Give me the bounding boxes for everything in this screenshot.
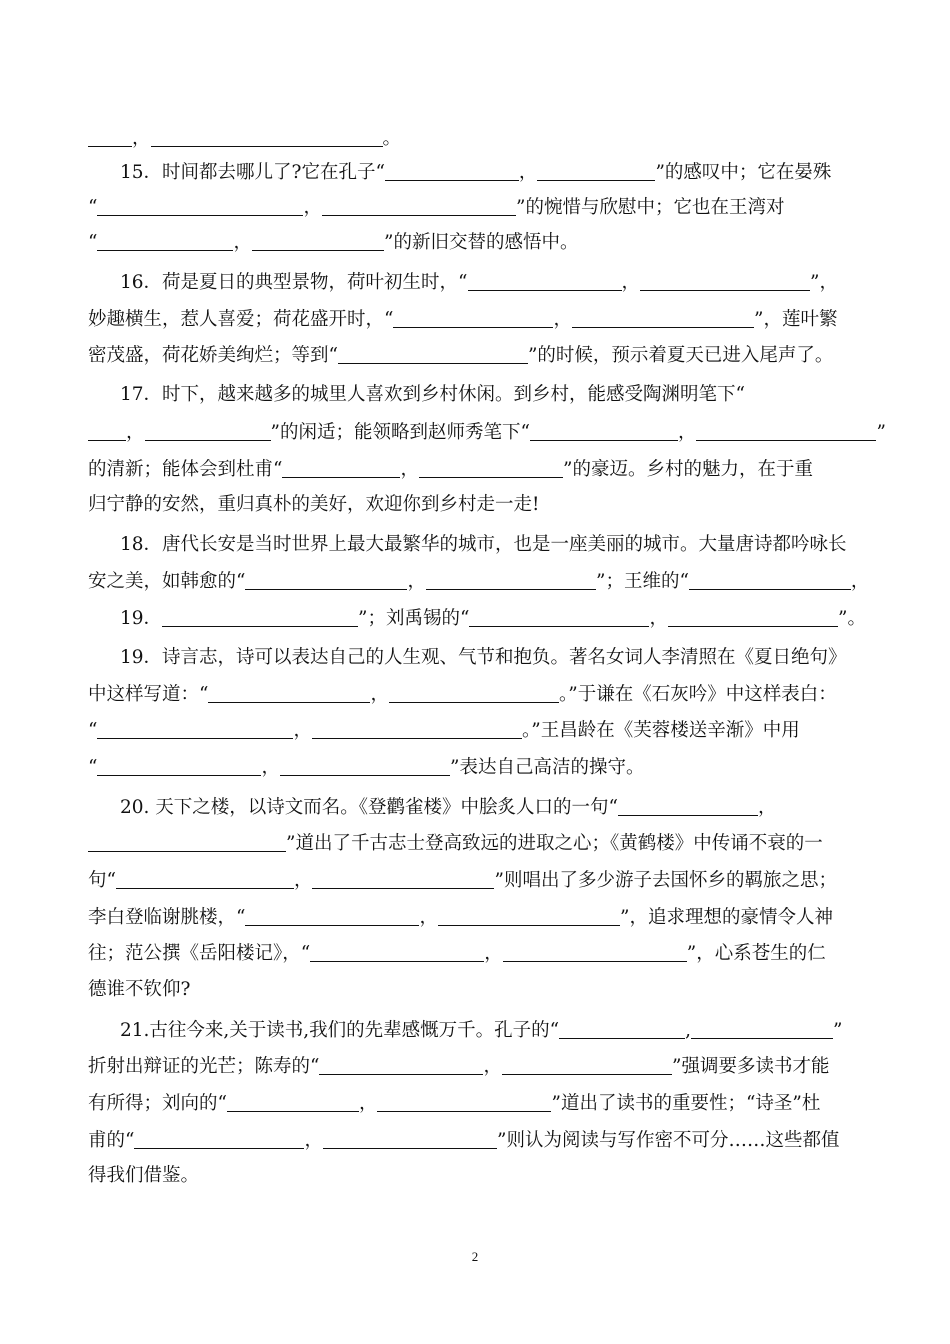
line-text: ”道出了读书的重要性；“诗圣”杜 — [551, 1093, 821, 1114]
answer-blank[interactable] — [696, 420, 876, 441]
line-text: “ — [88, 757, 98, 778]
line-text: 的清新；能体会到杜甫“ — [88, 459, 283, 480]
line-text: 中这样写道：“ — [88, 684, 209, 705]
text-line — [120, 270, 838, 295]
text-line — [88, 868, 837, 893]
line-text: 得我们借鉴。 — [88, 1165, 200, 1186]
text-line — [120, 606, 866, 631]
text-line — [120, 383, 745, 407]
line-text: ”道出了千古志士登高致远的进取之心；《黄鹤楼》中传诵不衰的一 — [286, 833, 823, 854]
answer-blank[interactable] — [618, 795, 758, 816]
line-text: 德谁不钦仰? — [88, 979, 191, 1000]
line-text: ， — [132, 128, 151, 149]
line-text: ”的感叹中；它在晏殊 — [655, 162, 832, 183]
line-text: ， — [407, 571, 426, 592]
line-text: ， — [293, 720, 312, 741]
answer-blank[interactable] — [668, 606, 838, 627]
answer-blank[interactable] — [469, 606, 649, 627]
answer-blank[interactable] — [280, 755, 450, 776]
answer-blank[interactable] — [97, 755, 261, 776]
answer-blank[interactable] — [88, 831, 286, 852]
text-line — [88, 307, 837, 332]
answer-blank[interactable] — [389, 682, 559, 703]
line-text: ， — [850, 571, 870, 592]
line-text: , — [685, 1020, 692, 1041]
text-line — [88, 682, 837, 707]
text-line — [88, 569, 869, 594]
line-text: ”的豪迈。乡村的魅力，在于重 — [562, 459, 813, 480]
answer-blank[interactable] — [559, 1018, 685, 1039]
answer-blank[interactable] — [245, 905, 419, 926]
line-text: 16．荷是夏日的典型景物，荷叶初生时，“ — [120, 272, 468, 293]
answer-blank[interactable] — [312, 718, 522, 739]
text-line — [88, 718, 800, 743]
line-text: ”；刘禹锡的“ — [358, 608, 470, 629]
line-text: ”则认为阅读与写作密不可分……这些都值 — [496, 1130, 840, 1151]
text-line — [120, 160, 831, 185]
page-number: 2 — [471, 1249, 479, 1264]
line-text: 李白登临谢朓楼，“ — [88, 907, 246, 928]
line-text: ， — [233, 232, 252, 253]
answer-blank[interactable] — [97, 195, 303, 216]
line-text: ， — [261, 757, 280, 778]
answer-blank[interactable] — [145, 420, 271, 441]
answer-blank[interactable] — [393, 307, 553, 328]
line-text: ， — [484, 943, 503, 964]
line-text: 甫的“ — [88, 1130, 135, 1151]
line-text: 归宁静的安然，重归真朴的美好，欢迎你到乡村走一走! — [88, 494, 540, 515]
answer-blank[interactable] — [572, 307, 754, 328]
answer-blank[interactable] — [88, 126, 132, 147]
answer-blank[interactable] — [97, 718, 293, 739]
line-text: ， — [293, 870, 313, 891]
line-text: ， — [649, 608, 668, 629]
answer-blank[interactable] — [134, 1128, 304, 1149]
answer-blank[interactable] — [162, 606, 358, 627]
line-text: ”强调要多读书才能 — [671, 1056, 830, 1077]
line-text: “ — [88, 232, 98, 253]
text-line — [88, 195, 784, 220]
text-line — [88, 905, 833, 930]
line-text: 15．时间都去哪儿了?它在孔子“ — [120, 162, 385, 183]
answer-blank[interactable] — [419, 457, 563, 478]
line-text: ， — [518, 162, 538, 183]
text-line — [120, 646, 847, 670]
text-line — [120, 533, 847, 557]
line-text: 往；范公撰《岳阳楼记》，“ — [88, 943, 311, 964]
line-text: 21.古往今来,关于读书,我们的先辈感慨万千。孔子的“ — [120, 1020, 560, 1041]
line-text: ， — [677, 422, 697, 443]
line-text: ， — [621, 272, 641, 293]
line-text: ， — [358, 1093, 378, 1114]
line-text: ” — [833, 1020, 843, 1041]
answer-blank[interactable] — [312, 868, 494, 889]
line-text: ”的时候，预示着夏天已进入尾声了。 — [527, 345, 834, 366]
answer-blank[interactable] — [377, 1091, 551, 1112]
line-text: “ — [88, 197, 98, 218]
text-line — [88, 1164, 199, 1188]
line-text: 。 — [382, 128, 402, 149]
text-line — [88, 755, 644, 780]
line-text: ， — [400, 459, 419, 480]
answer-blank[interactable] — [310, 941, 484, 962]
line-text: ”表达自己高洁的操守。 — [449, 757, 645, 778]
text-line — [88, 1128, 839, 1153]
text-line — [120, 1018, 843, 1043]
answer-blank[interactable] — [338, 343, 528, 364]
line-text: ”，追求理想的豪情令人神 — [619, 907, 833, 928]
answer-blank[interactable] — [322, 195, 516, 216]
line-text: ”，心系苍生的仁 — [686, 943, 826, 964]
answer-blank[interactable] — [245, 569, 407, 590]
answer-blank[interactable] — [530, 420, 678, 441]
answer-blank[interactable] — [640, 270, 810, 291]
line-text: 密茂盛，荷花娇美绚烂；等到“ — [88, 345, 338, 366]
line-text: ， — [370, 684, 389, 705]
answer-blank[interactable] — [227, 1091, 359, 1112]
answer-blank[interactable] — [151, 126, 383, 147]
line-text: ”。 — [837, 608, 866, 629]
text-line — [88, 126, 401, 151]
line-text: ， — [483, 1056, 502, 1077]
text-line — [88, 941, 826, 966]
answer-blank[interactable] — [116, 868, 294, 889]
line-text: ” — [876, 422, 886, 443]
answer-blank[interactable] — [97, 230, 233, 251]
answer-blank[interactable] — [438, 905, 620, 926]
answer-blank[interactable] — [88, 420, 126, 441]
answer-blank[interactable] — [319, 1054, 483, 1075]
line-text: ”，莲叶繁 — [753, 309, 838, 330]
line-text: 19．诗言志，诗可以表达自己的人生观、气节和抱负。著名女词人李清照在《夏日绝句》 — [120, 647, 847, 668]
answer-blank[interactable] — [503, 941, 687, 962]
text-line — [88, 1054, 829, 1079]
line-text: 句“ — [88, 870, 116, 891]
line-text: “ — [88, 720, 98, 741]
text-line — [88, 457, 813, 482]
answer-blank[interactable] — [385, 160, 519, 181]
answer-blank[interactable] — [323, 1128, 497, 1149]
text-line — [88, 343, 833, 368]
line-text: ， — [553, 309, 572, 330]
answer-blank[interactable] — [502, 1054, 672, 1075]
line-text: ”；王维的“ — [595, 571, 689, 592]
text-line — [88, 978, 190, 1002]
line-text: 妙趣横生，惹人喜爱；荷花盛开时，“ — [88, 309, 394, 330]
answer-blank[interactable] — [208, 682, 370, 703]
text-line — [120, 795, 777, 820]
line-text: 19． — [120, 608, 163, 629]
answer-blank[interactable] — [282, 457, 400, 478]
line-text: ， — [419, 907, 438, 928]
line-text: ”的闲适；能领略到赵师秀笔下“ — [270, 422, 530, 443]
answer-blank[interactable] — [689, 569, 851, 590]
answer-blank[interactable] — [252, 230, 384, 251]
text-line — [88, 831, 823, 856]
line-text: ”则唱出了多少游子去国怀乡的羁旅之思； — [494, 870, 837, 891]
line-text: 有所得；刘向的“ — [88, 1093, 227, 1114]
line-text: 。”王昌龄在《芙蓉楼送辛渐》中用 — [521, 720, 800, 741]
line-text: ， — [303, 197, 322, 218]
text-line — [88, 230, 578, 255]
line-text: 17．时下，越来越多的城里人喜欢到乡村休闲。到乡村，能感受陶渊明笔下“ — [120, 384, 746, 405]
line-text: ”， — [810, 272, 838, 293]
answer-blank[interactable] — [691, 1018, 833, 1039]
line-text: ， — [758, 797, 777, 818]
line-text: 20. 天下之楼，以诗文而名。《登鹳雀楼》中脍炙人口的一句“ — [120, 797, 619, 818]
line-text: ”的新旧交替的感悟中。 — [383, 232, 579, 253]
line-text: 折射出辩证的光芒；陈寿的“ — [88, 1056, 320, 1077]
text-line — [88, 493, 539, 517]
line-text: ， — [126, 422, 145, 443]
answer-blank[interactable] — [426, 569, 596, 590]
line-text: ”的惋惜与欣慰中；它也在王湾对 — [515, 197, 785, 218]
text-line — [88, 420, 886, 445]
line-text: 安之美，如韩愈的“ — [88, 571, 246, 592]
line-text: ， — [304, 1130, 323, 1151]
text-line — [88, 1091, 820, 1116]
line-text: 18．唐代长安是当时世界上最大最繁华的城市，也是一座美丽的城市。大量唐诗都吟咏长 — [120, 534, 847, 555]
answer-blank[interactable] — [468, 270, 622, 291]
line-text: 。”于谦在《石灰吟》中这样表白： — [558, 684, 837, 705]
answer-blank[interactable] — [537, 160, 655, 181]
